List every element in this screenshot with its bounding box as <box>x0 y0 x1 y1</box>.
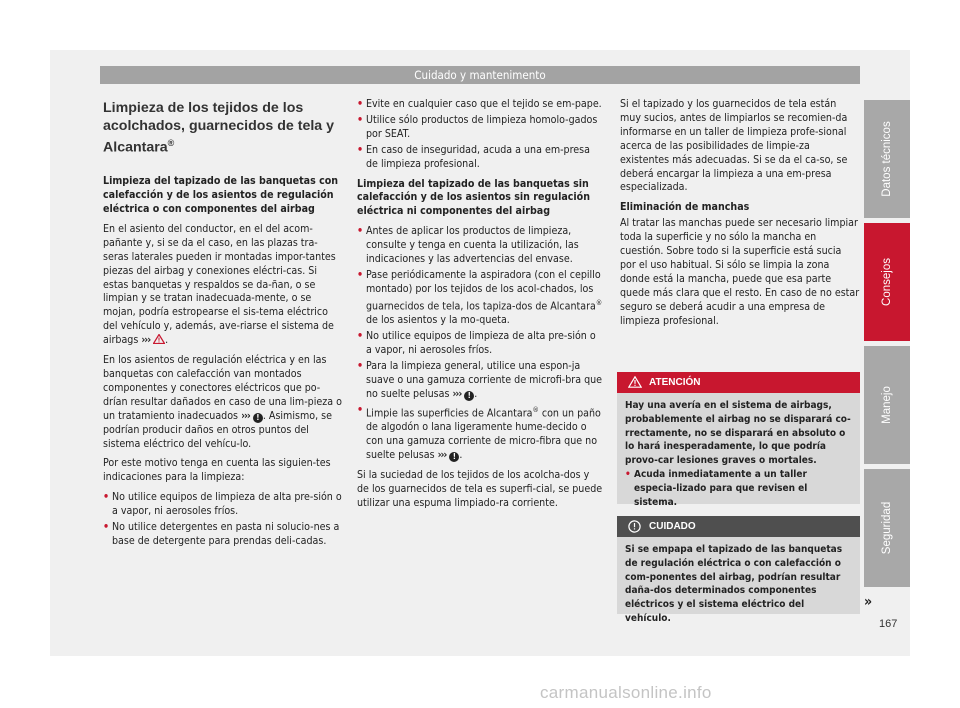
page-number: 167 <box>879 618 898 630</box>
list-item: • Utilice sólo productos de limpieza homolo-gados por SEAT. <box>357 113 598 140</box>
paragraph: Al tratar las manchas puede ser necesario limpiar toda la superficie y no sólo la mancha en cuestión. Sobre todo si la superficie está sucia por el uso habitual. Si sólo se limpia la zona donde está la mancha, puede que esa parte quede más clara que el resto. En caso de no estar seguro se deberá acudir a una empresa de limpieza profesional. <box>620 217 860 327</box>
list-item: • No utilice equipos de limpieza de alta pre-sión o a vapor, ni aerosoles fríos. <box>357 330 596 357</box>
tab-label: Datos técnicos <box>881 121 893 197</box>
reference-arrows: ››› <box>452 387 462 400</box>
paragraph: Si el tapizado y los guarnecidos de tela están muy sucios, antes de limpiarlos se recomien-da informarse en un taller de limpieza profe-sional acerca de las posibilidades de limpie-za existentes más adecuadas. Si se da el ca-so, se deberá encargar la limpieza a una em-presa especializada. <box>620 98 848 194</box>
warning-text: Hay una avería en el sistema de airbags, probablemente el airbag no se disparará co-rrectamente, no se disparará en absoluto o lo hará inesperadamente, lo que podría provo-car lesiones graves o mortales. <box>625 400 851 467</box>
column-3 <box>620 98 860 335</box>
care-box <box>617 516 860 624</box>
care-label: CUIDADO <box>649 521 696 532</box>
watermark: carmanualsonline.info <box>540 683 712 702</box>
info-icon: ! <box>464 391 474 401</box>
tab-seguridad[interactable] <box>864 469 910 587</box>
warning-body <box>617 393 860 516</box>
warning-box-header <box>617 372 860 393</box>
tab-consejos[interactable] <box>864 223 910 341</box>
reference-arrows: ››› <box>437 448 447 461</box>
list-item: • Acuda inmediatamente a un taller especia-lizado para que revisen el sistema. <box>625 468 808 508</box>
column-2 <box>357 98 603 517</box>
reference-arrows: ››› <box>141 334 151 347</box>
column-1 <box>103 98 343 551</box>
warning-box <box>617 372 860 508</box>
continue-arrow-icon: » <box>864 594 873 610</box>
paragraph: En el asiento del conductor, en el del acom-pañante y, si se da el caso, en las plazas tra-seras laterales pueden ir montadas impor-tantes piezas del airbag y conexiones eléctri-cas. Si estas banquetas y respaldos se da-ñan, o se limpian y se tratan inadecuada-mente, o se mojan, podría estropearse el sis-tema eléctrico del vehículo y, además, ave-riarse el sistema de airbags ››› . <box>103 222 336 347</box>
subsection-heading: Limpieza del tapizado de las banquetas sin calefacción y de los asientos sin regulación eléctrica ni componentes del airbag <box>357 177 591 218</box>
tab-label: Consejos <box>881 258 893 306</box>
tab-label: Manejo <box>881 386 893 424</box>
reference-arrows: ››› <box>241 409 250 422</box>
warning-triangle-icon <box>153 334 165 344</box>
care-text: Si se empapa el tapizado de las banquetas de regulación eléctrica o con calefacción o com-ponentes del airbag, podrían resultar daña-dos determinados componentes eléctricos y el sistema eléctrico del vehículo. <box>625 544 843 624</box>
paragraph: En los asientos de regulación eléctrica y en las banquetas con calefacción van montados componentes y conectores eléctricos que po-drían resultar dañados en caso de una lim-pieza o un tratamiento inadecuados ››› ! . Asimismo, se podrían producir daños en otros puntos del sistema eléctrico del vehícu-lo. <box>103 354 342 450</box>
info-circle-icon <box>628 520 641 533</box>
info-icon: ! <box>449 452 459 462</box>
list-item: • Pase periódicamente la aspiradora (con el cepillo montado) por los tejidos de los acol-chados, los guarnecidos de tela, los tapiza-dos de Alcantara® de los asientos y la mo-queta. <box>357 268 603 327</box>
list-item: • Para la limpieza general, utilice una espon-ja suave o una gamuza corriente de microfi-bra que no suelte pelusas ››› ! . <box>357 359 603 400</box>
paragraph: Si la suciedad de los tejidos de los acolcha-dos y de los guarnecidos de tela es superfi-cial, se puede utilizar una espuma limpiado-ra corriente. <box>357 468 603 509</box>
info-icon: ! <box>253 413 263 423</box>
subsection-heading: Eliminación de manchas <box>620 201 750 214</box>
list-item: • Evite en cualquier caso que el tejido se em-pape. <box>357 98 602 110</box>
tab-manejo[interactable] <box>864 346 910 464</box>
subsection-heading: Limpieza del tapizado de las banquetas con calefacción y de los asientos de regulación eléctrica o con componentes del airbag <box>103 175 339 216</box>
list-item: • Limpie las superficies de Alcantara® con un paño de algodón o lana ligeramente hume-decido o con una gamuza corriente de micro-fibra que no suelte pelusas ››› ! . <box>357 403 601 461</box>
list-item: • En caso de inseguridad, acuda a una em-presa de limpieza profesional. <box>357 143 590 170</box>
tab-label: Seguridad <box>881 501 893 555</box>
warning-label: ATENCIÓN <box>649 377 701 388</box>
tab-datos-tecnicos[interactable] <box>864 100 910 218</box>
paragraph: Por este motivo tenga en cuenta las siguien-tes indicaciones para la limpieza: <box>103 457 331 484</box>
page-header: Cuidado y mantenimento <box>100 66 860 84</box>
care-box-header <box>617 516 860 537</box>
warning-triangle-icon <box>628 376 642 388</box>
list-item: • Antes de aplicar los productos de limpieza, consulte y tenga en cuenta la utilización, las indicaciones y las advertencias del envase. <box>357 225 579 266</box>
list-item: • No utilice equipos de limpieza de alta pre-sión o a vapor, ni aerosoles fríos. <box>103 491 342 518</box>
list-item: • No utilice detergentes en pasta ni solucio-nes a base de detergente para prendas deli-cadas. <box>103 521 340 547</box>
section-title: Limpieza de los tejidos de los acolchados, guarnecidos de tela y Alcantara® <box>103 100 335 156</box>
care-body <box>617 537 860 631</box>
